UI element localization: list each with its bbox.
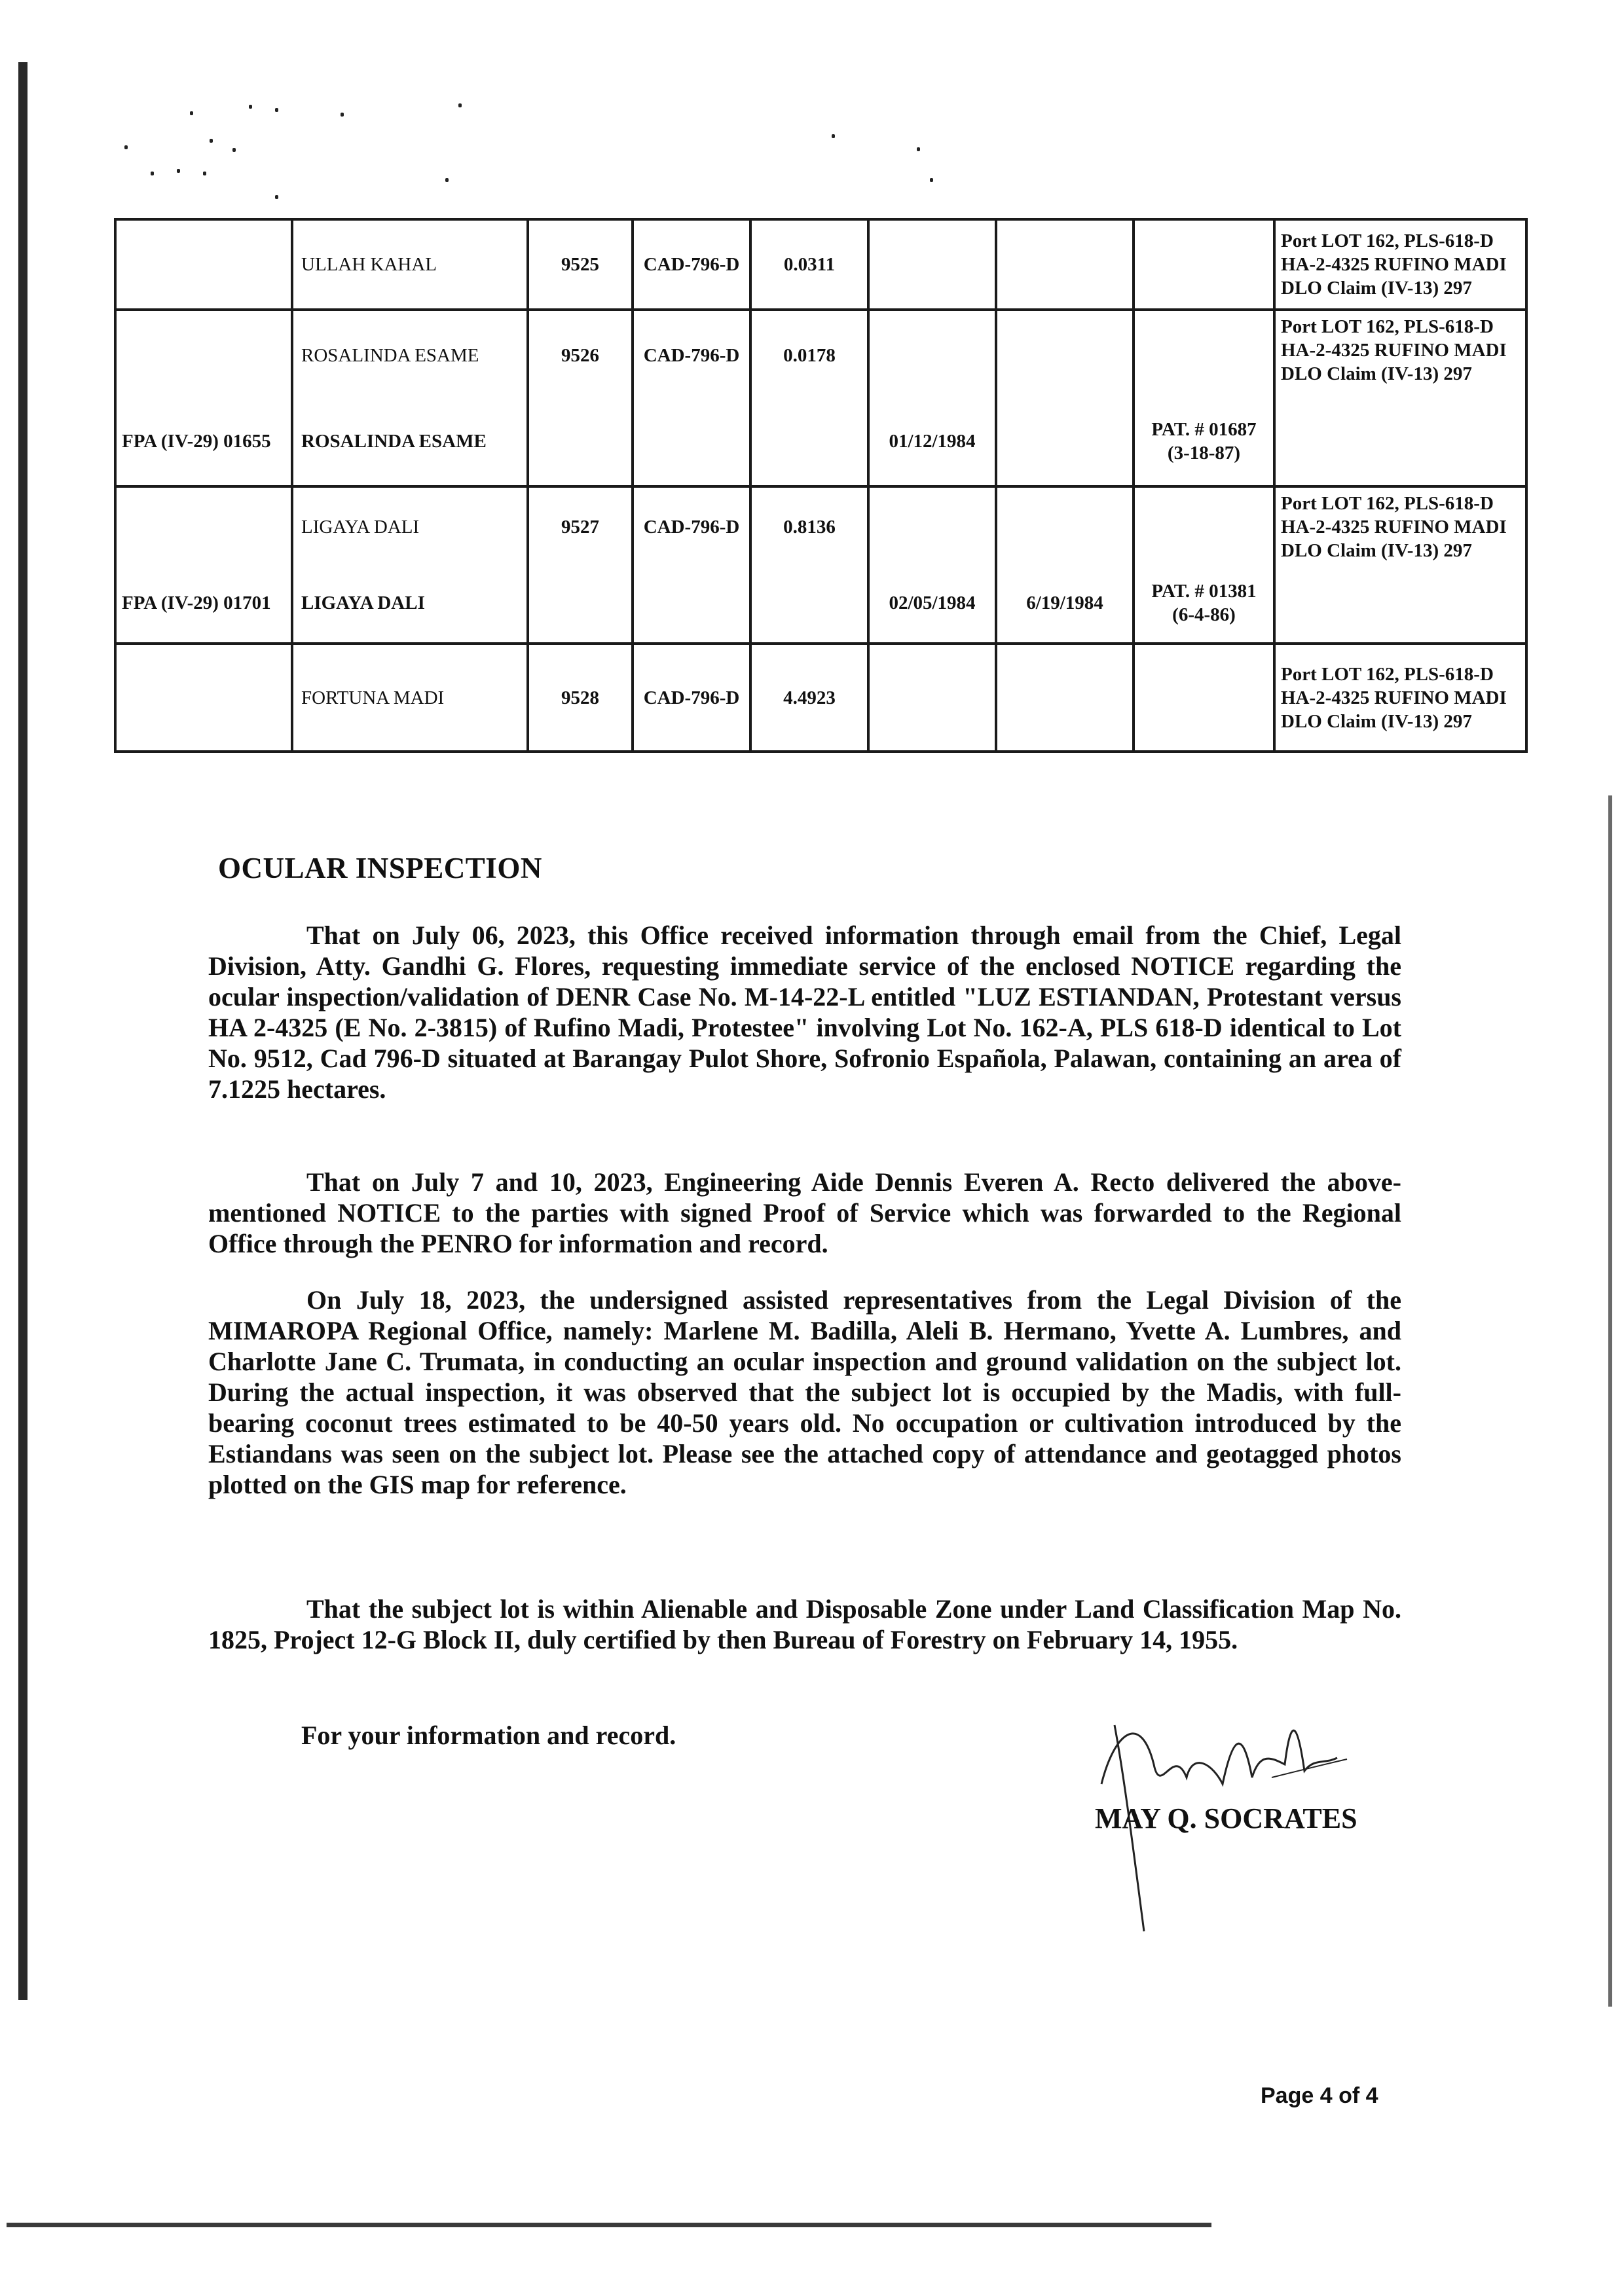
- claimant-name: LIGAYA DALI: [301, 592, 425, 613]
- page-number: Page 4 of 4: [1261, 2083, 1378, 2108]
- area-cell: [750, 486, 868, 644]
- application-number: FPA (IV-29) 01655: [122, 430, 271, 452]
- scan-edge-right: [1608, 795, 1612, 2007]
- cad-cell: CAD-796-D: [633, 644, 750, 752]
- speck: [190, 111, 193, 115]
- remarks-cell: Port LOT 162, PLS-618-D HA-2-4325 RUFINO MADI DLO Claim (IV-13) 297: [1274, 644, 1526, 752]
- date-approved-cell: [996, 486, 1134, 644]
- lot-number-cell: [528, 486, 633, 644]
- date-approved: 6/19/1984: [1026, 592, 1103, 613]
- date-filed-cell: [868, 310, 996, 486]
- application-cell: [115, 310, 292, 486]
- lot-number-cell: 9525: [528, 219, 633, 310]
- paragraph-text: That the subject lot is within Alienable and Disposable Zone under Land Classification Map No. 1825, Project 12-G Block II, duly certified by then Bureau of Forestry on February 14, 1955.: [208, 1594, 1401, 1654]
- paragraph-text: On July 18, 2023, the undersigned assisted representatives from the Legal Division of the MIMAROPA Regional Office, namely: Marlene M. Badilla, Aleli B. Hermano, Yvette A. Lumbres, and Charlotte Jane C. Trumata, in conducting an ocular inspection and ground validation on the subject lot. During the actual inspection, it was observed that the subject lot is occupied by the Madis, with full-bearing coconut trees estimated to be 40-50 years old. No occupation or cultivation introduced by the Estiandans was seen on the subject lot. Please see the attached copy of attendance and geotagged photos plotted on the GIS map for reference.: [208, 1285, 1401, 1499]
- remarks-cell: Port LOT 162, PLS-618-D HA-2-4325 RUFINO MADI DLO Claim (IV-13) 297: [1274, 486, 1526, 644]
- patent-cell: [1134, 644, 1274, 752]
- speck: [177, 169, 180, 173]
- paragraph-text: That on July 06, 2023, this Office received information through email from the Chief, Legal Division, Atty. Gandhi G. Flores, requesting immediate service of the enclosed NOTICE regarding the ocular inspection/validation of DENR Case No. M-14-22-L entitled "LUZ ESTIANDAN, Protestant versus HA 2-4325 (E No. 2-3815) of Rufino Madi, Protestee" involving Lot No. 162-A, PLS 618-D identical to Lot No. 9512, Cad 796-D situated at Barangay Pulot Shore, Sofronio Española, Palawan, containing an area of 7.1225 hectares.: [208, 920, 1401, 1104]
- lot-number: 9527: [561, 517, 599, 538]
- table-row: [115, 644, 1526, 752]
- application-cell: [115, 219, 292, 310]
- patent-cell: [1134, 310, 1274, 486]
- section-heading: OCULAR INSPECTION: [218, 852, 542, 884]
- claimant-name: LIGAYA DALI: [301, 517, 420, 538]
- date-approved-cell: [996, 644, 1134, 752]
- speck: [249, 105, 252, 109]
- application-number: FPA (IV-29) 01701: [122, 592, 271, 613]
- area-cell: [750, 310, 868, 486]
- speck: [124, 145, 128, 149]
- claimant-cell: FORTUNA MADI: [292, 644, 528, 752]
- area-value: 0.0178: [783, 344, 836, 366]
- paragraph-ocular-inspection: [208, 1285, 1401, 1500]
- remarks-cell: Port LOT 162, PLS-618-D HA-2-4325 RUFINO MADI DLO Claim (IV-13) 297: [1274, 219, 1526, 310]
- speck: [458, 103, 462, 107]
- area-cell: 4.4923: [750, 644, 868, 752]
- lot-number-cell: 9528: [528, 644, 633, 752]
- speck: [232, 148, 236, 152]
- cad-number: CAD-796-D: [643, 344, 740, 366]
- date-approved-cell: [996, 310, 1134, 486]
- signatory-name: MAY Q. SOCRATES: [1095, 1802, 1357, 1834]
- paragraph-land-classification: [208, 1594, 1401, 1655]
- patent-cell: [1134, 219, 1274, 310]
- scan-edge-left: [18, 62, 28, 2000]
- table-row: [115, 219, 1526, 310]
- date-filed-cell: [868, 644, 996, 752]
- table-row: [115, 310, 1526, 486]
- cad-cell: [633, 310, 750, 486]
- date-filed-cell: [868, 219, 996, 310]
- cad-number: CAD-796-D: [643, 517, 740, 538]
- lot-number-cell: [528, 310, 633, 486]
- speck: [275, 108, 278, 112]
- speck: [275, 195, 278, 199]
- area-value: 0.8136: [783, 517, 836, 538]
- lot-number: 9526: [561, 344, 599, 366]
- application-cell: [115, 644, 292, 752]
- paragraph-notice-delivery: [208, 1167, 1401, 1259]
- application-cell: [115, 486, 292, 644]
- date-filed: 02/05/1984: [889, 592, 976, 613]
- cad-cell: [633, 486, 750, 644]
- claimant-name: ROSALINDA ESAME: [301, 344, 479, 366]
- claimant-name: ROSALINDA ESAME: [301, 430, 487, 452]
- lot-records-table: [114, 218, 1528, 753]
- patent-number: PAT. # 01381 (6-4-86): [1151, 581, 1257, 625]
- cad-cell: CAD-796-D: [633, 219, 750, 310]
- table-row: [115, 486, 1526, 644]
- closing-line: For your information and record.: [301, 1721, 676, 1750]
- patent-number: PAT. # 01687 (3-18-87): [1151, 418, 1257, 464]
- speck: [151, 172, 154, 175]
- paragraph-email-notice: [208, 920, 1401, 1104]
- date-filed: 01/12/1984: [889, 430, 976, 452]
- paragraph-text: That on July 7 and 10, 2023, Engineering Aide Dennis Everen A. Recto delivered the above-mentioned NOTICE to the parties with signed Proof of Service which was forwarded to the Regional Office through the PENRO for information and record.: [208, 1167, 1401, 1258]
- speck: [445, 178, 449, 182]
- area-cell: 0.0311: [750, 219, 868, 310]
- speck: [203, 172, 206, 175]
- patent-cell: [1134, 486, 1274, 644]
- scan-edge-bottom: [7, 2223, 1211, 2227]
- speck: [930, 178, 933, 182]
- speck: [210, 139, 213, 143]
- speck: [832, 134, 835, 138]
- remarks-cell: Port LOT 162, PLS-618-D HA-2-4325 RUFINO MADI DLO Claim (IV-13) 297: [1274, 310, 1526, 486]
- claimant-cell: [292, 310, 528, 486]
- speck: [917, 147, 920, 151]
- claimant-cell: [292, 486, 528, 644]
- claimant-cell: ULLAH KAHAL: [292, 219, 528, 310]
- speck: [341, 113, 344, 117]
- date-filed-cell: [868, 486, 996, 644]
- date-approved-cell: [996, 219, 1134, 310]
